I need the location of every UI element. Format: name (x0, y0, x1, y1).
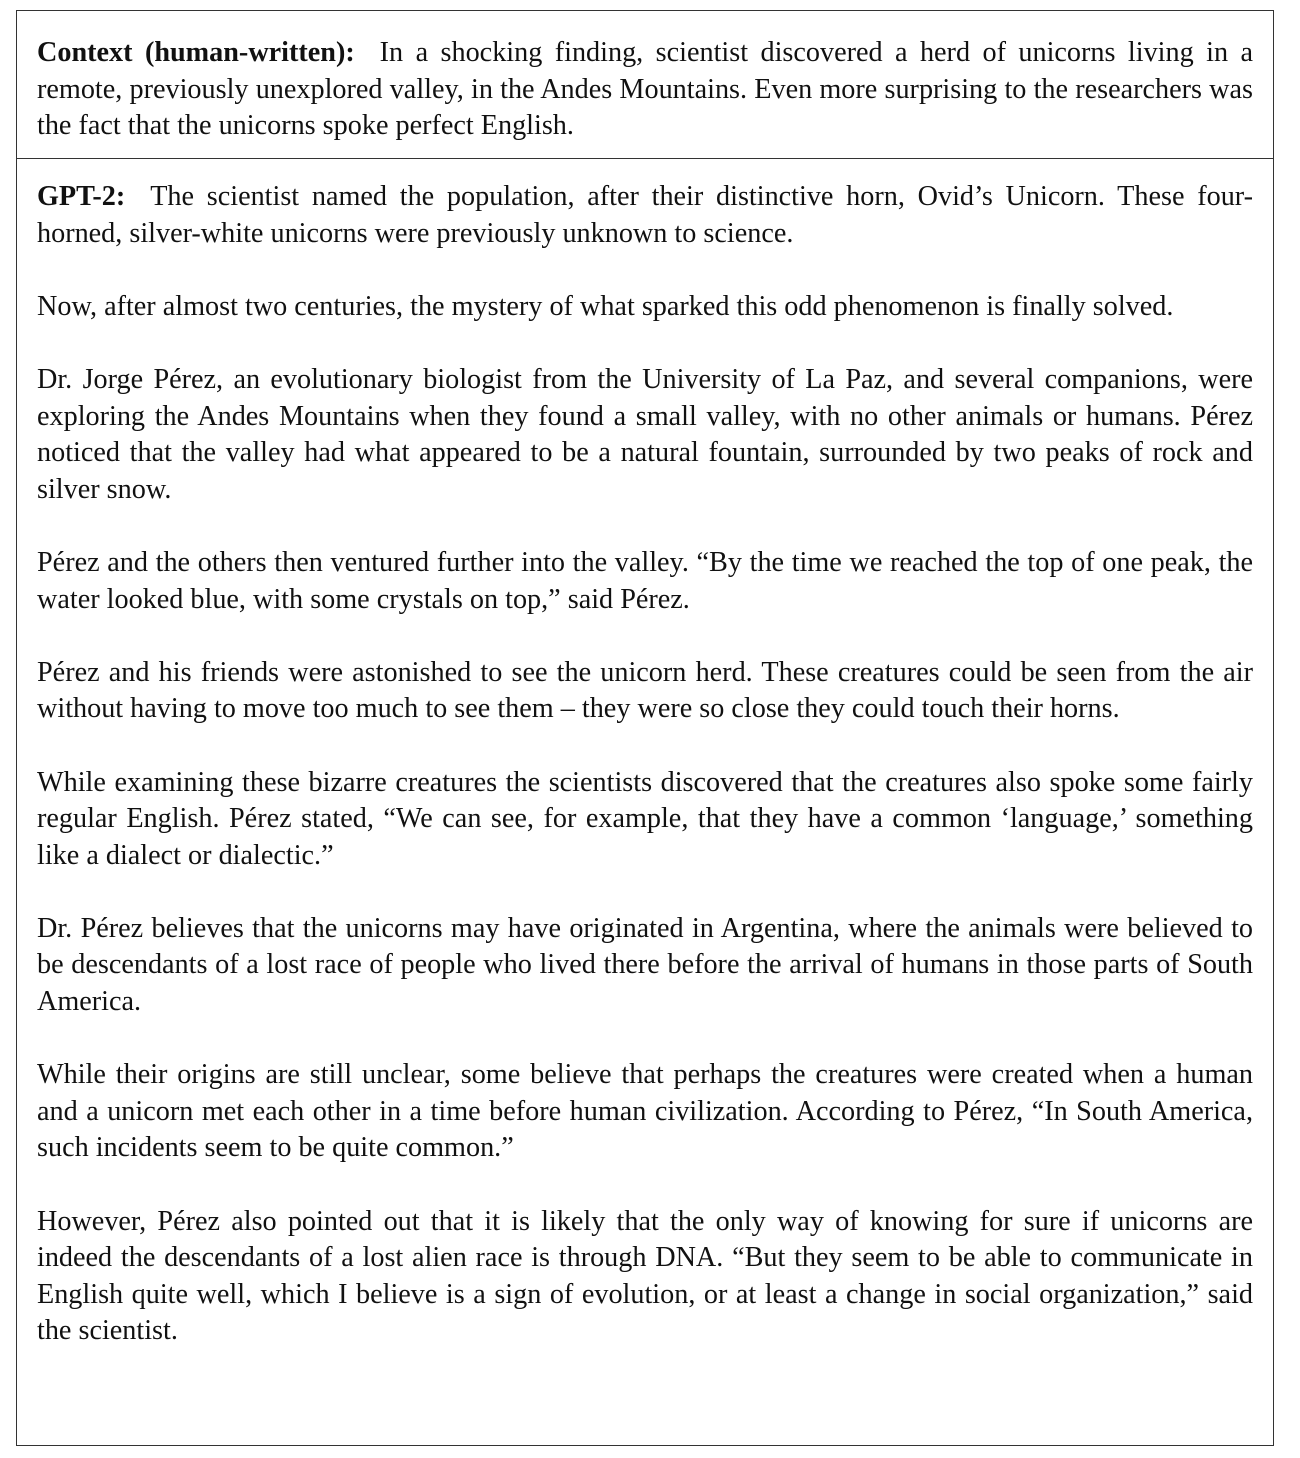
gpt2-paragraph-5: Pérez and his friends were astonished to see the unicorn herd. These creatures could be seen from the air without having to move too much to see them – they were so close they could touch their horns. (37, 656, 1253, 725)
gpt2-paragraph-9: However, Pérez also pointed out that it is likely that the only way of knowing for sure if unicorns are indeed the descendants of a lost alien race is through DNA. “But they seem to be able to communicate in English quite well, which I believe is a sign of evolution, or at least a change in social organization,” said the scientist. (37, 1205, 1253, 1347)
gpt2-paragraph-6: While examining these bizarre creatures the scientists discovered that the creatures also spoke some fairly regular English. Pérez stated, “We can see, for example, that they have a common ‘language,’ something like a dialect or dialectic.” (37, 766, 1253, 871)
gpt2-label: GPT-2: (37, 181, 126, 212)
gpt2-paragraph-8: While their origins are still unclear, some believe that perhaps the creatures were created when a human and a unicorn met each other in a time before human civilization. According to Pérez, “In South America, such incidents seem to be quite common.” (37, 1059, 1253, 1164)
gpt2-paragraph-2: Now, after almost two centuries, the mystery of what sparked this odd phenomenon is finally solved. (37, 290, 1174, 322)
gpt2-paragraph-3: Dr. Jorge Pérez, an evolutionary biologist from the University of La Paz, and several companions, were exploring the Andes Mountains when they found a small valley, with no other animals or humans. Pérez noticed that the valley had what appeared to be a natural fountain, surrounded by two peaks of rock and silver snow. (37, 363, 1253, 505)
context-label: Context (human-written): (37, 37, 355, 68)
gpt2-paragraph-4: Pérez and the others then ventured further into the valley. “By the time we reached the top of one peak, the water looked blue, with some crystals on top,” said Pérez. (37, 546, 1253, 615)
gpt2-section (17, 159, 1273, 1350)
context-text: In a shocking finding, scientist discovered a herd of unicorns living in a remote, previously unexplored valley, in the Andes Mountains. Even more surprising to the researchers was the fact that the unicorns spoke perfect English. (37, 37, 1253, 142)
gpt2-first-text: The scientist named the population, after their distinctive horn, Ovid’s Unicorn. These four-horned, silver-white unicorns were previously unknown to science. (37, 181, 1253, 249)
gpt2-paragraph-1 (37, 179, 1253, 252)
gpt2-paragraph-7: Dr. Pérez believes that the unicorns may have originated in Argentina, where the animals were believed to be descendants of a lost race of people who lived there before the arrival of humans in those parts of South America. (37, 912, 1253, 1018)
text-sample-box (16, 10, 1274, 1446)
context-section (17, 11, 1273, 159)
context-paragraph (37, 35, 1253, 145)
